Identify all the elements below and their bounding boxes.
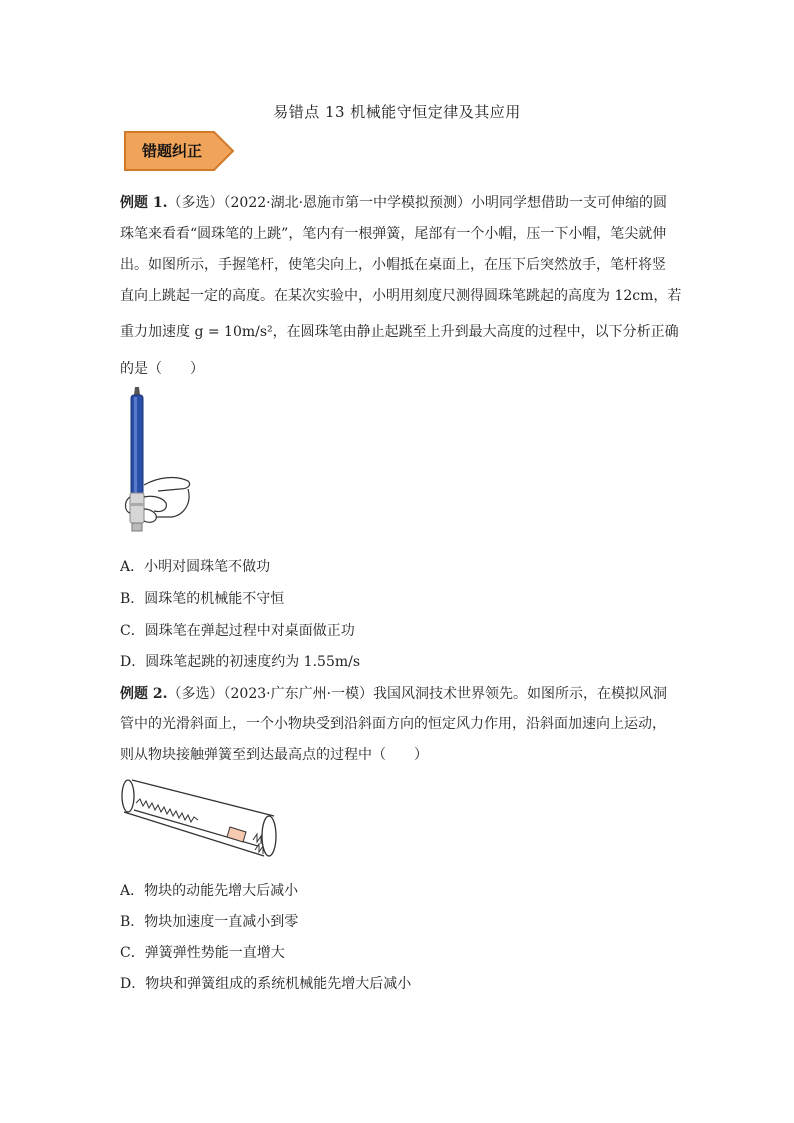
wind-arrow-1 — [253, 834, 261, 844]
example2-option-a: A．物块的动能先增大后减小 — [120, 883, 299, 899]
example1-line-1 — [120, 192, 667, 212]
example1-option-b: B．圆珠笔的机械能不守恒 — [120, 591, 285, 607]
example1-label: 例题 1. — [120, 195, 168, 211]
example1-line-4: 直向上跳起一定的高度。在某次实验中，小明用刻度尺测得圆珠笔跳起的高度为 12cm，若 — [120, 288, 682, 304]
example1-line-5: 重力加速度 g = 10m/s²，在圆珠笔由静止起跳至上升到最大高度的过程中，以下分析正确 — [120, 324, 679, 340]
hand-outline — [144, 478, 190, 523]
tube-left-end — [122, 780, 134, 812]
example2-option-d: D．物块和弹簧组成的系统机械能先增大后减小 — [120, 976, 412, 992]
example1-option-d: D．圆珠笔起跳的初速度约为 1.55m/s — [120, 654, 361, 670]
example1-line-6: 的是（ ） — [120, 361, 204, 377]
example2-label: 例题 2. — [120, 686, 168, 702]
example1-line-3: 出。如图所示，手握笔杆，使笔尖向上，小帽抵在桌面上，在压下后突然放手，笔杆将竖 — [120, 257, 666, 273]
example2-option-c: C．弹簧弹性势能一直增大 — [120, 945, 285, 961]
tube-right-end — [262, 816, 276, 856]
banner-label: 错题纠正 — [141, 142, 202, 160]
example2-line-1 — [120, 683, 667, 703]
example2-text-1: （多选）（2023·广东广州·一模）我国风洞技术世界领先。如图所示，在模拟风洞 — [167, 686, 668, 702]
block — [227, 827, 246, 842]
section-banner — [122, 129, 236, 173]
example1-option-a: A．小明对圆珠笔不做功 — [120, 559, 271, 575]
pen-tip — [134, 387, 140, 395]
example1-option-c: C．圆珠笔在弹起过程中对桌面做正功 — [120, 623, 355, 639]
example2-option-b: B．物块加速度一直减小到零 — [120, 914, 299, 930]
example2-line-3: 则从物块接触弹簧至到达最高点的过程中（ ） — [120, 747, 428, 763]
page-title: 易错点 13 机械能守恒定律及其应用 — [273, 103, 521, 121]
pen-grip — [130, 493, 144, 523]
example1-text-1: （多选）（2022·湖北·恩施市第一中学模拟预测）小明同学想借助一支可伸缩的圆 — [167, 195, 668, 211]
wind-tunnel-figure — [118, 770, 288, 865]
example1-line-2: 珠笔来看看“圆珠笔的上跳”，笔内有一根弹簧，尾部有一个小帽，压一下小帽，笔尖就伸 — [120, 226, 667, 242]
pen-in-hand-figure — [118, 385, 198, 545]
example2-line-2: 管中的光滑斜面上，一个小物块受到沿斜面方向的恒定风力作用，沿斜面加速向上运动， — [120, 716, 666, 732]
